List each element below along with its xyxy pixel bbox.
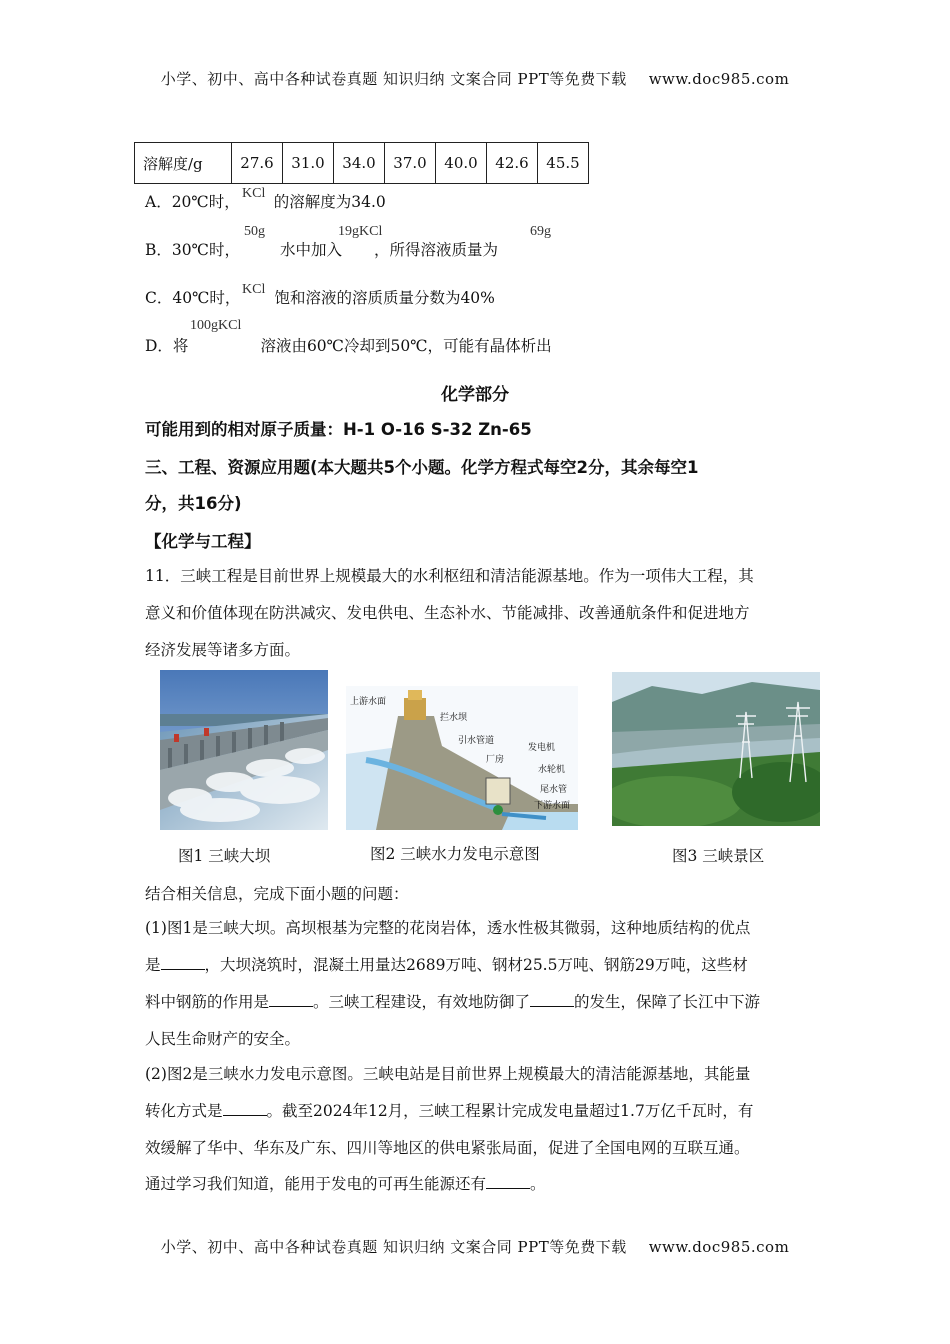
q2-line4 bbox=[145, 1172, 805, 1194]
three-gorges-dam-photo bbox=[160, 670, 328, 830]
q2-line2 bbox=[145, 1099, 805, 1121]
option-b-text2: 水中加入 bbox=[279, 241, 342, 259]
table-cell: 40.0 bbox=[436, 143, 487, 184]
three-gorges-scenic-photo bbox=[612, 672, 820, 826]
part3-heading-line2: 分，共16分) bbox=[145, 494, 242, 513]
page-footer bbox=[0, 1236, 950, 1257]
q1-line1: (1)图1是三峡大坝。高坝根基为完整的花岗岩体，透水性极其微弱，这种地质结构的优点 bbox=[145, 919, 751, 937]
option-a bbox=[145, 190, 386, 212]
answer-blank[interactable] bbox=[269, 992, 313, 1007]
label-tailpipe: 尾水管 bbox=[540, 785, 568, 795]
label-downstream: 下游水面 bbox=[534, 801, 571, 811]
option-d-text2: 溶液由60℃冷却到50℃，可能有晶体析出 bbox=[260, 337, 552, 355]
option-d bbox=[145, 334, 552, 356]
option-b bbox=[145, 238, 498, 260]
q1-line4: 人民生命财产的安全。 bbox=[145, 1030, 301, 1048]
formula-kcl: KCl bbox=[242, 186, 266, 201]
footer-text: 小学、初中、高中各种试卷真题 知识归纳 文案合同 PPT等免费下载 bbox=[160, 1238, 627, 1256]
header-text: 小学、初中、高中各种试卷真题 知识归纳 文案合同 PPT等免费下载 bbox=[160, 70, 627, 88]
part3-heading-line1: 三、工程、资源应用题(本大题共5个小题。化学方程式每空2分，其余每空1 bbox=[145, 458, 699, 477]
q2-line2-rest: 。截至2024年12月，三峡工程累计完成发电量超过1.7万亿千瓦时，有 bbox=[266, 1102, 754, 1120]
formula-19gkcl: 19gKCl bbox=[338, 224, 383, 239]
label-generator: 发电机 bbox=[528, 743, 556, 753]
q1-line3 bbox=[145, 990, 805, 1012]
q2-line4-start: 通过学习我们知道，能用于发电的可再生能源还有 bbox=[145, 1175, 487, 1193]
fig2-caption: 图2 三峡水力发电示意图 bbox=[370, 845, 540, 863]
answer-blank[interactable] bbox=[223, 1101, 267, 1116]
formula-kcl: KCl bbox=[242, 282, 266, 297]
answer-blank[interactable] bbox=[530, 992, 574, 1007]
option-c-text2: 饱和溶液的溶质质量分数为40% bbox=[274, 289, 495, 307]
fig1-caption: 图1 三峡大坝 bbox=[178, 847, 271, 865]
option-a-text2: 的溶解度为34.0 bbox=[273, 193, 386, 211]
q11-line1: 11．三峡工程是目前世界上规模最大的水利枢纽和清洁能源基地。作为一项伟大工程，其 bbox=[145, 567, 754, 585]
q1-line3-end: 的发生，保障了长江中下游 bbox=[574, 993, 761, 1011]
q1-line2 bbox=[145, 953, 805, 975]
label-pipe: 引水管道 bbox=[458, 736, 495, 746]
header-site: www.doc985.com bbox=[648, 70, 790, 88]
table-cell: 34.0 bbox=[334, 143, 385, 184]
q2-line4-end: 。 bbox=[530, 1175, 546, 1193]
table-cell: 42.6 bbox=[487, 143, 538, 184]
q1-line3-start: 料中钢筋的作用是 bbox=[145, 993, 270, 1011]
label-plant: 厂房 bbox=[486, 755, 505, 765]
q11-line2: 意义和价值体现在防洪减灾、发电供电、生态补水、节能减排、改善通航条件和促进地方 bbox=[145, 604, 750, 622]
option-c-text: C．40℃时， bbox=[145, 289, 241, 307]
q2-line3: 效缓解了华中、华东及广东、四川等地区的供电紧张局面，促进了全国电网的互联互通。 bbox=[145, 1139, 750, 1157]
label-turbine: 水轮机 bbox=[538, 765, 566, 775]
q1-line2-start: 是 bbox=[145, 956, 161, 974]
solubility-table bbox=[134, 142, 589, 184]
intro-text: 结合相关信息，完成下面小题的问题： bbox=[145, 885, 409, 903]
table-label: 溶解度/g bbox=[135, 143, 232, 184]
formula-69g: 69g bbox=[530, 224, 551, 239]
option-b-text: B．30℃时， bbox=[145, 241, 240, 259]
footer-site: www.doc985.com bbox=[648, 1238, 790, 1256]
q2-line2-start: 转化方式是 bbox=[145, 1102, 223, 1120]
label-upstream: 上游水面 bbox=[350, 697, 387, 707]
table-cell: 31.0 bbox=[283, 143, 334, 184]
label-dam: 拦水坝 bbox=[440, 713, 468, 723]
answer-blank[interactable] bbox=[161, 955, 205, 970]
table-cell: 27.6 bbox=[232, 143, 283, 184]
table-cell: 45.5 bbox=[538, 143, 589, 184]
option-a-text: A．20℃时， bbox=[145, 193, 240, 211]
fig3-caption: 图3 三峡景区 bbox=[672, 847, 765, 865]
option-c bbox=[145, 286, 495, 308]
q2-line1: (2)图2是三峡水力发电示意图。三峡电站是目前世界上规模最大的清洁能源基地，其能量 bbox=[145, 1065, 751, 1083]
q1-line2-rest: ，大坝浇筑时，混凝土用量达2689万吨、钢材25.5万吨、钢筋29万吨，这些材 bbox=[204, 956, 748, 974]
table-cell: 37.0 bbox=[385, 143, 436, 184]
option-d-text: D．将 bbox=[145, 337, 189, 355]
q1-line3-mid: 。三峡工程建设，有效地防御了 bbox=[313, 993, 531, 1011]
section-title: 化学部分 bbox=[441, 385, 509, 405]
table-row bbox=[135, 143, 589, 184]
atomic-masses: 可能用到的相对原子质量：H-1 O-16 S-32 Zn-65 bbox=[145, 420, 532, 439]
answer-blank[interactable] bbox=[486, 1174, 530, 1189]
formula-100gkcl: 100gKCl bbox=[190, 318, 242, 333]
formula-50g: 50g bbox=[244, 224, 265, 239]
page-header bbox=[0, 68, 950, 89]
option-b-text3: ，所得溶液质量为 bbox=[373, 241, 498, 259]
q11-line3: 经济发展等诸多方面。 bbox=[145, 641, 301, 659]
subheading: 【化学与工程】 bbox=[145, 532, 261, 551]
